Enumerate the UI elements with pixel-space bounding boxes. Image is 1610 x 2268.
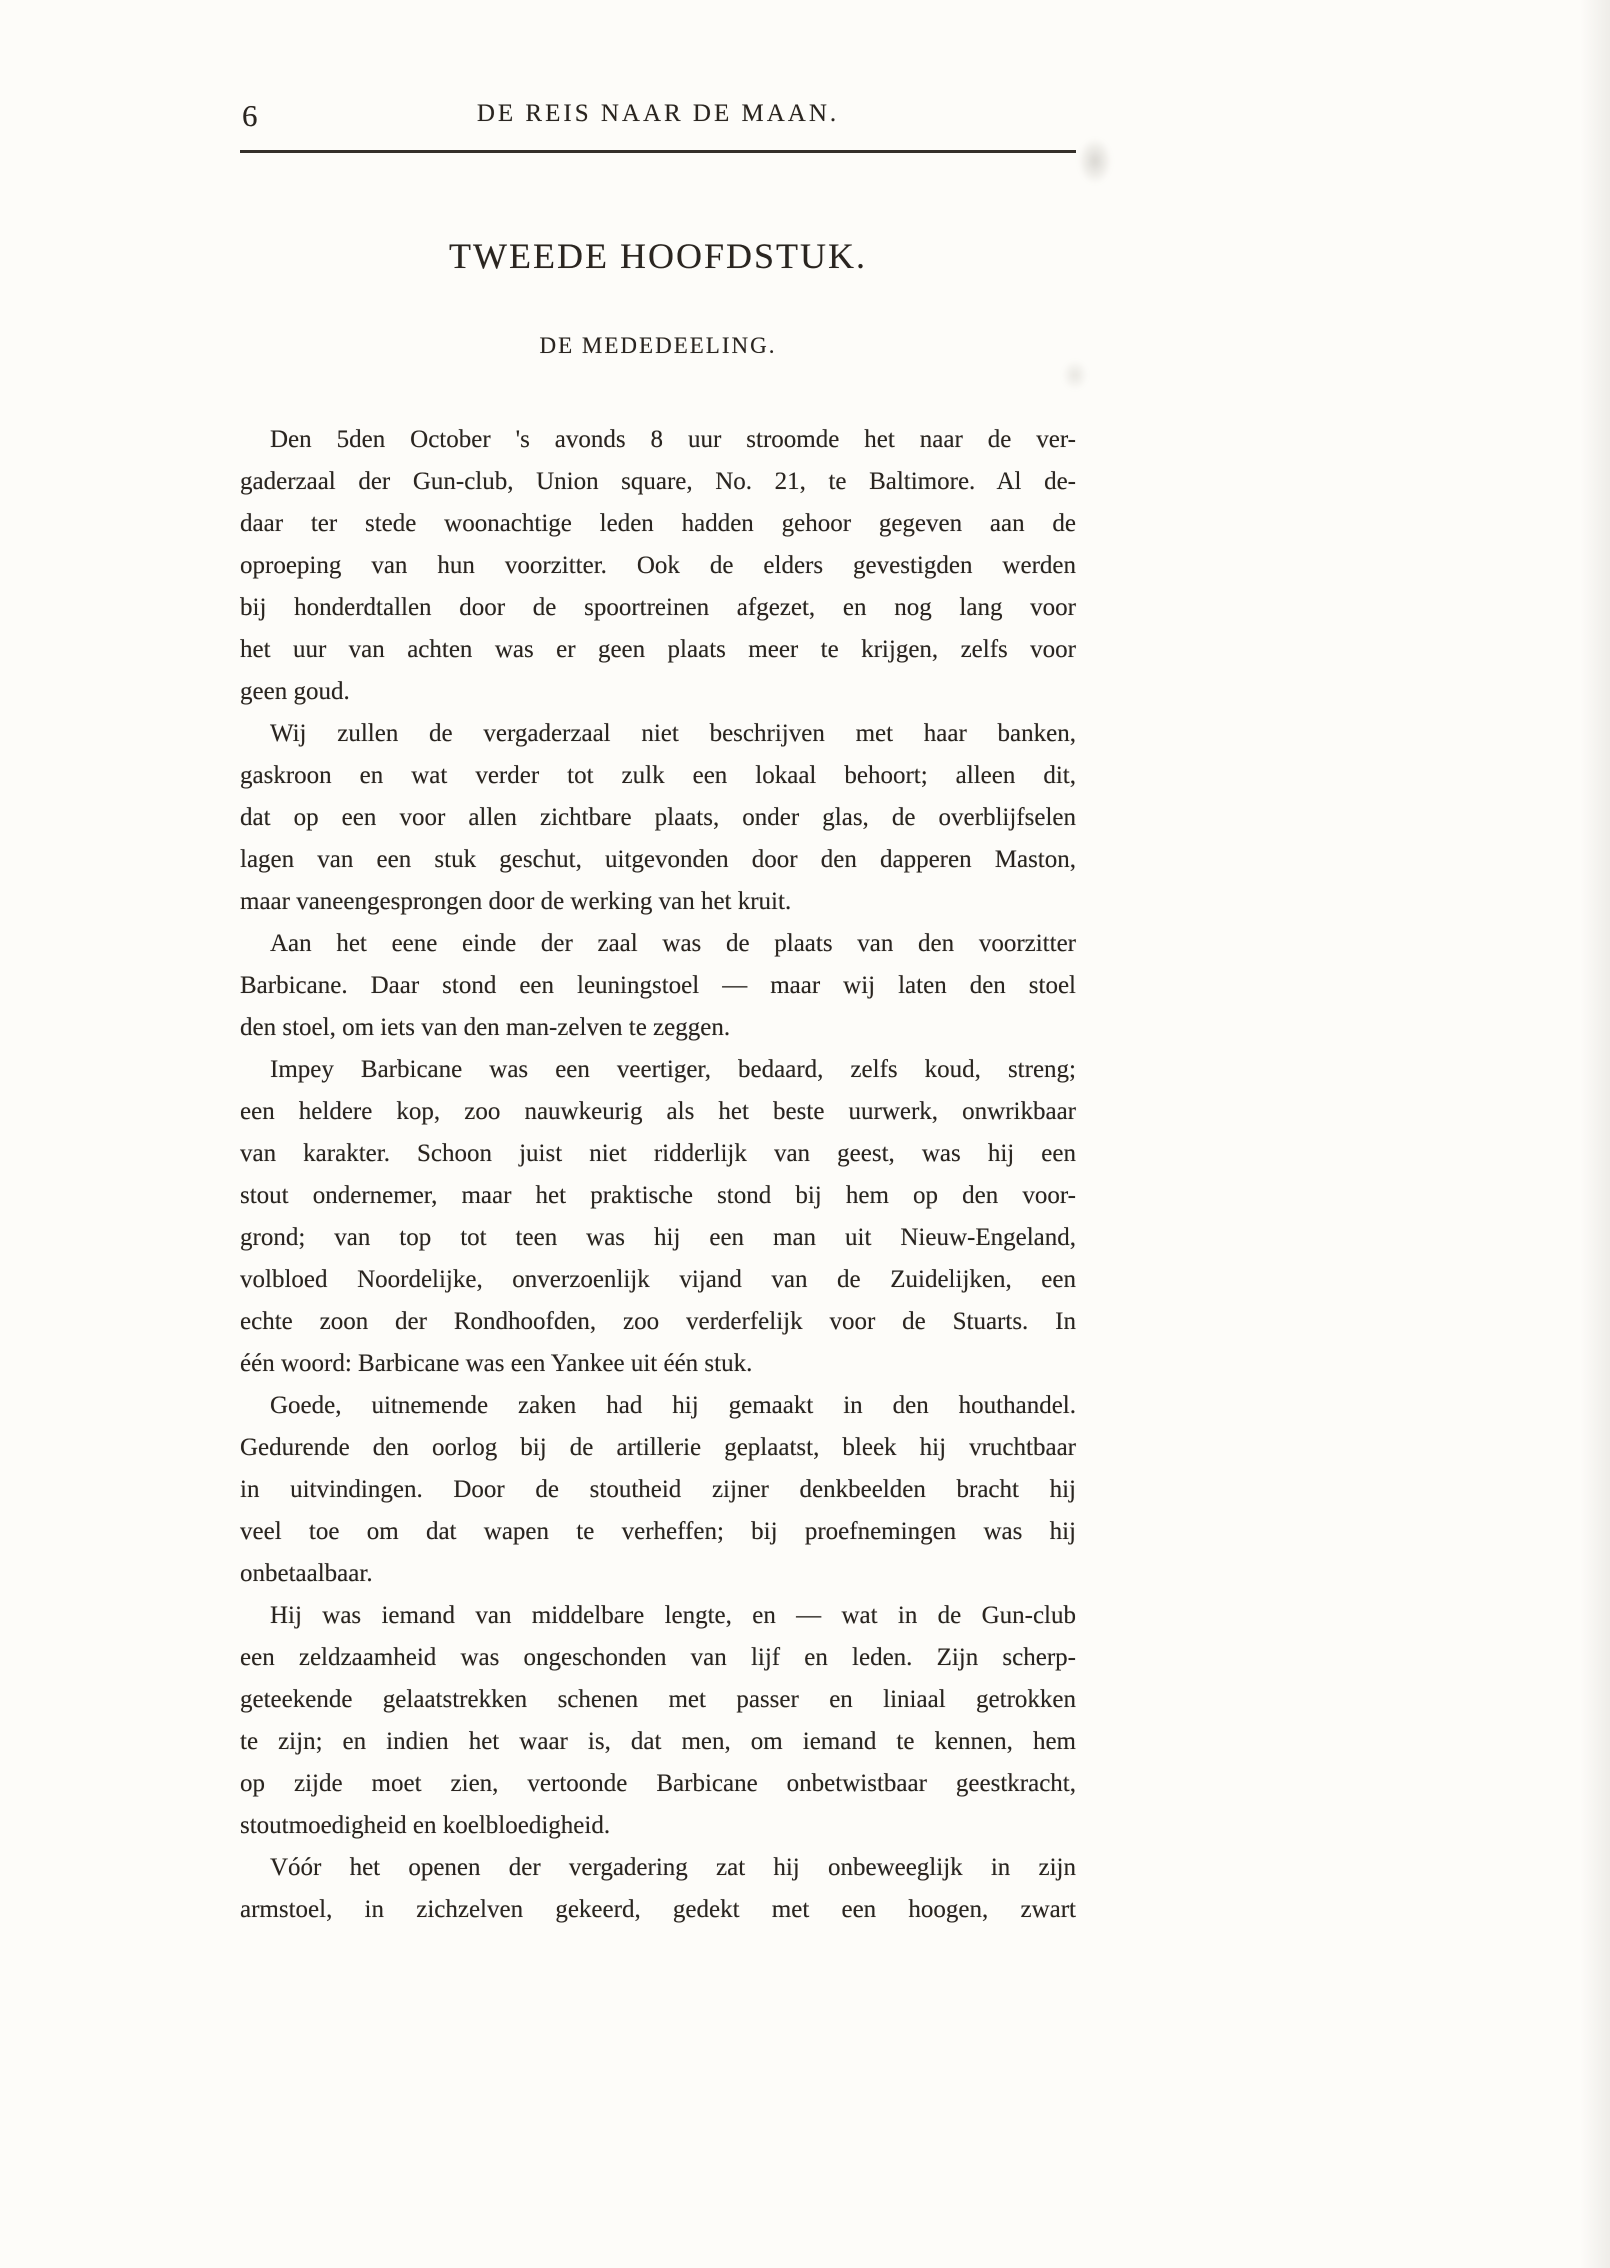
text-line: grond; van top tot teen was hij een man uit Nieuw-Engeland,: [240, 1224, 1076, 1251]
text-line: Vóór het openen der vergadering zat hij onbeweeglijk in zijn: [270, 1854, 1076, 1881]
text-line: Barbicane. Daar stond een leuningstoel — maar wij laten den stoel: [240, 972, 1076, 999]
text-line: Impey Barbicane was een veertiger, bedaard, zelfs koud, streng;: [270, 1056, 1076, 1083]
header-rule: [240, 150, 1076, 153]
body-text: [240, 419, 1076, 1931]
text-line: geteekende gelaatstrekken schenen met passer en liniaal getrokken: [240, 1686, 1076, 1713]
text-line: een heldere kop, zoo nauwkeurig als het beste uurwerk, onwrikbaar: [240, 1098, 1076, 1125]
chapter-title: TWEEDE HOOFDSTUK.: [449, 236, 867, 276]
text-line: maar vaneengesprongen door de werking van het kruit.: [240, 888, 792, 915]
text-column: [240, 96, 1076, 1931]
text-line: van karakter. Schoon juist niet ridderlijk van geest, was hij een: [240, 1140, 1076, 1167]
text-line: echte zoon der Rondhoofden, zoo verderfelijk voor de Stuarts. In: [240, 1308, 1076, 1335]
paragraph-6: [240, 1595, 1076, 1847]
text-line: daar ter stede woonachtige leden hadden gehoor gegeven aan de: [240, 510, 1076, 537]
text-line: het uur van achten was er geen plaats meer te krijgen, zelfs voor: [240, 636, 1076, 663]
running-title: DE REIS NAAR DE MAAN.: [476, 100, 840, 127]
text-line: volbloed Noordelijke, onverzoenlijk vijand van de Zuidelijken, een: [240, 1266, 1076, 1293]
paragraph-3: [240, 923, 1076, 1049]
text-line: een zeldzaamheid was ongeschonden van lijf en leden. Zijn scherp-: [240, 1644, 1076, 1671]
text-line: geen goud.: [240, 678, 350, 705]
text-line: oproeping van hun voorzitter. Ook de elders gevestigden werden: [240, 552, 1076, 579]
text-line: stoutmoedigheid en koelbloedigheid.: [240, 1812, 611, 1839]
paragraph-4: [240, 1049, 1076, 1385]
paragraph-1: [240, 419, 1076, 713]
text-line: bij honderdtallen door de spoortreinen afgezet, en nog lang voor: [240, 594, 1076, 621]
text-line: één woord: Barbicane was een Yankee uit één stuk.: [240, 1350, 753, 1377]
text-line: Den 5den October 's avonds 8 uur stroomde het naar de ver-: [270, 426, 1076, 453]
text-line: onbetaalbaar.: [240, 1560, 373, 1587]
chapter-subtitle: DE MEDEDEELING.: [539, 333, 777, 358]
text-line: Wij zullen de vergaderzaal niet beschrijven met haar banken,: [270, 720, 1076, 747]
page-header: [240, 96, 1076, 136]
page-number: 6: [242, 98, 258, 133]
text-line: op zijde moet zien, vertoonde Barbicane onbetwistbaar geestkracht,: [240, 1770, 1076, 1797]
text-line: veel toe om dat wapen te verheffen; bij proefnemingen was hij: [240, 1518, 1076, 1545]
scan-artifact: [1078, 138, 1112, 184]
paragraph-7: [240, 1847, 1076, 1931]
text-line: lagen van een stuk geschut, uitgevonden door den dapperen Maston,: [240, 846, 1076, 873]
text-line: Gedurende den oorlog bij de artillerie geplaatst, bleek hij vruchtbaar: [240, 1434, 1076, 1461]
text-line: den stoel, om iets van den man-zelven te zeggen.: [240, 1014, 731, 1041]
text-line: dat op een voor allen zichtbare plaats, onder glas, de overblijfselen: [240, 804, 1076, 831]
text-line: armstoel, in zichzelven gekeerd, gedekt met een hoogen, zwart: [240, 1896, 1076, 1923]
paragraph-5: [240, 1385, 1076, 1595]
text-line: gaskroon en wat verder tot zulk een lokaal behoort; alleen dit,: [240, 762, 1076, 789]
text-line: in uitvindingen. Door de stoutheid zijner denkbeelden bracht hij: [240, 1476, 1076, 1503]
text-line: te zijn; en indien het waar is, dat men, om iemand te kennen, hem: [240, 1728, 1076, 1755]
paragraph-2: [240, 713, 1076, 923]
text-line: Hij was iemand van middelbare lengte, en — wat in de Gun-club: [270, 1602, 1076, 1629]
text-line: stout ondernemer, maar het praktische stond bij hem op den voor-: [240, 1182, 1076, 1209]
text-line: Aan het eene einde der zaal was de plaats van den voorzitter: [270, 930, 1076, 957]
scan-edge-shadow: [1580, 0, 1610, 2268]
text-line: gaderzaal der Gun-club, Union square, No. 21, te Baltimore. Al de-: [240, 468, 1076, 495]
text-line: Goede, uitnemende zaken had hij gemaakt in den houthandel.: [270, 1392, 1076, 1419]
